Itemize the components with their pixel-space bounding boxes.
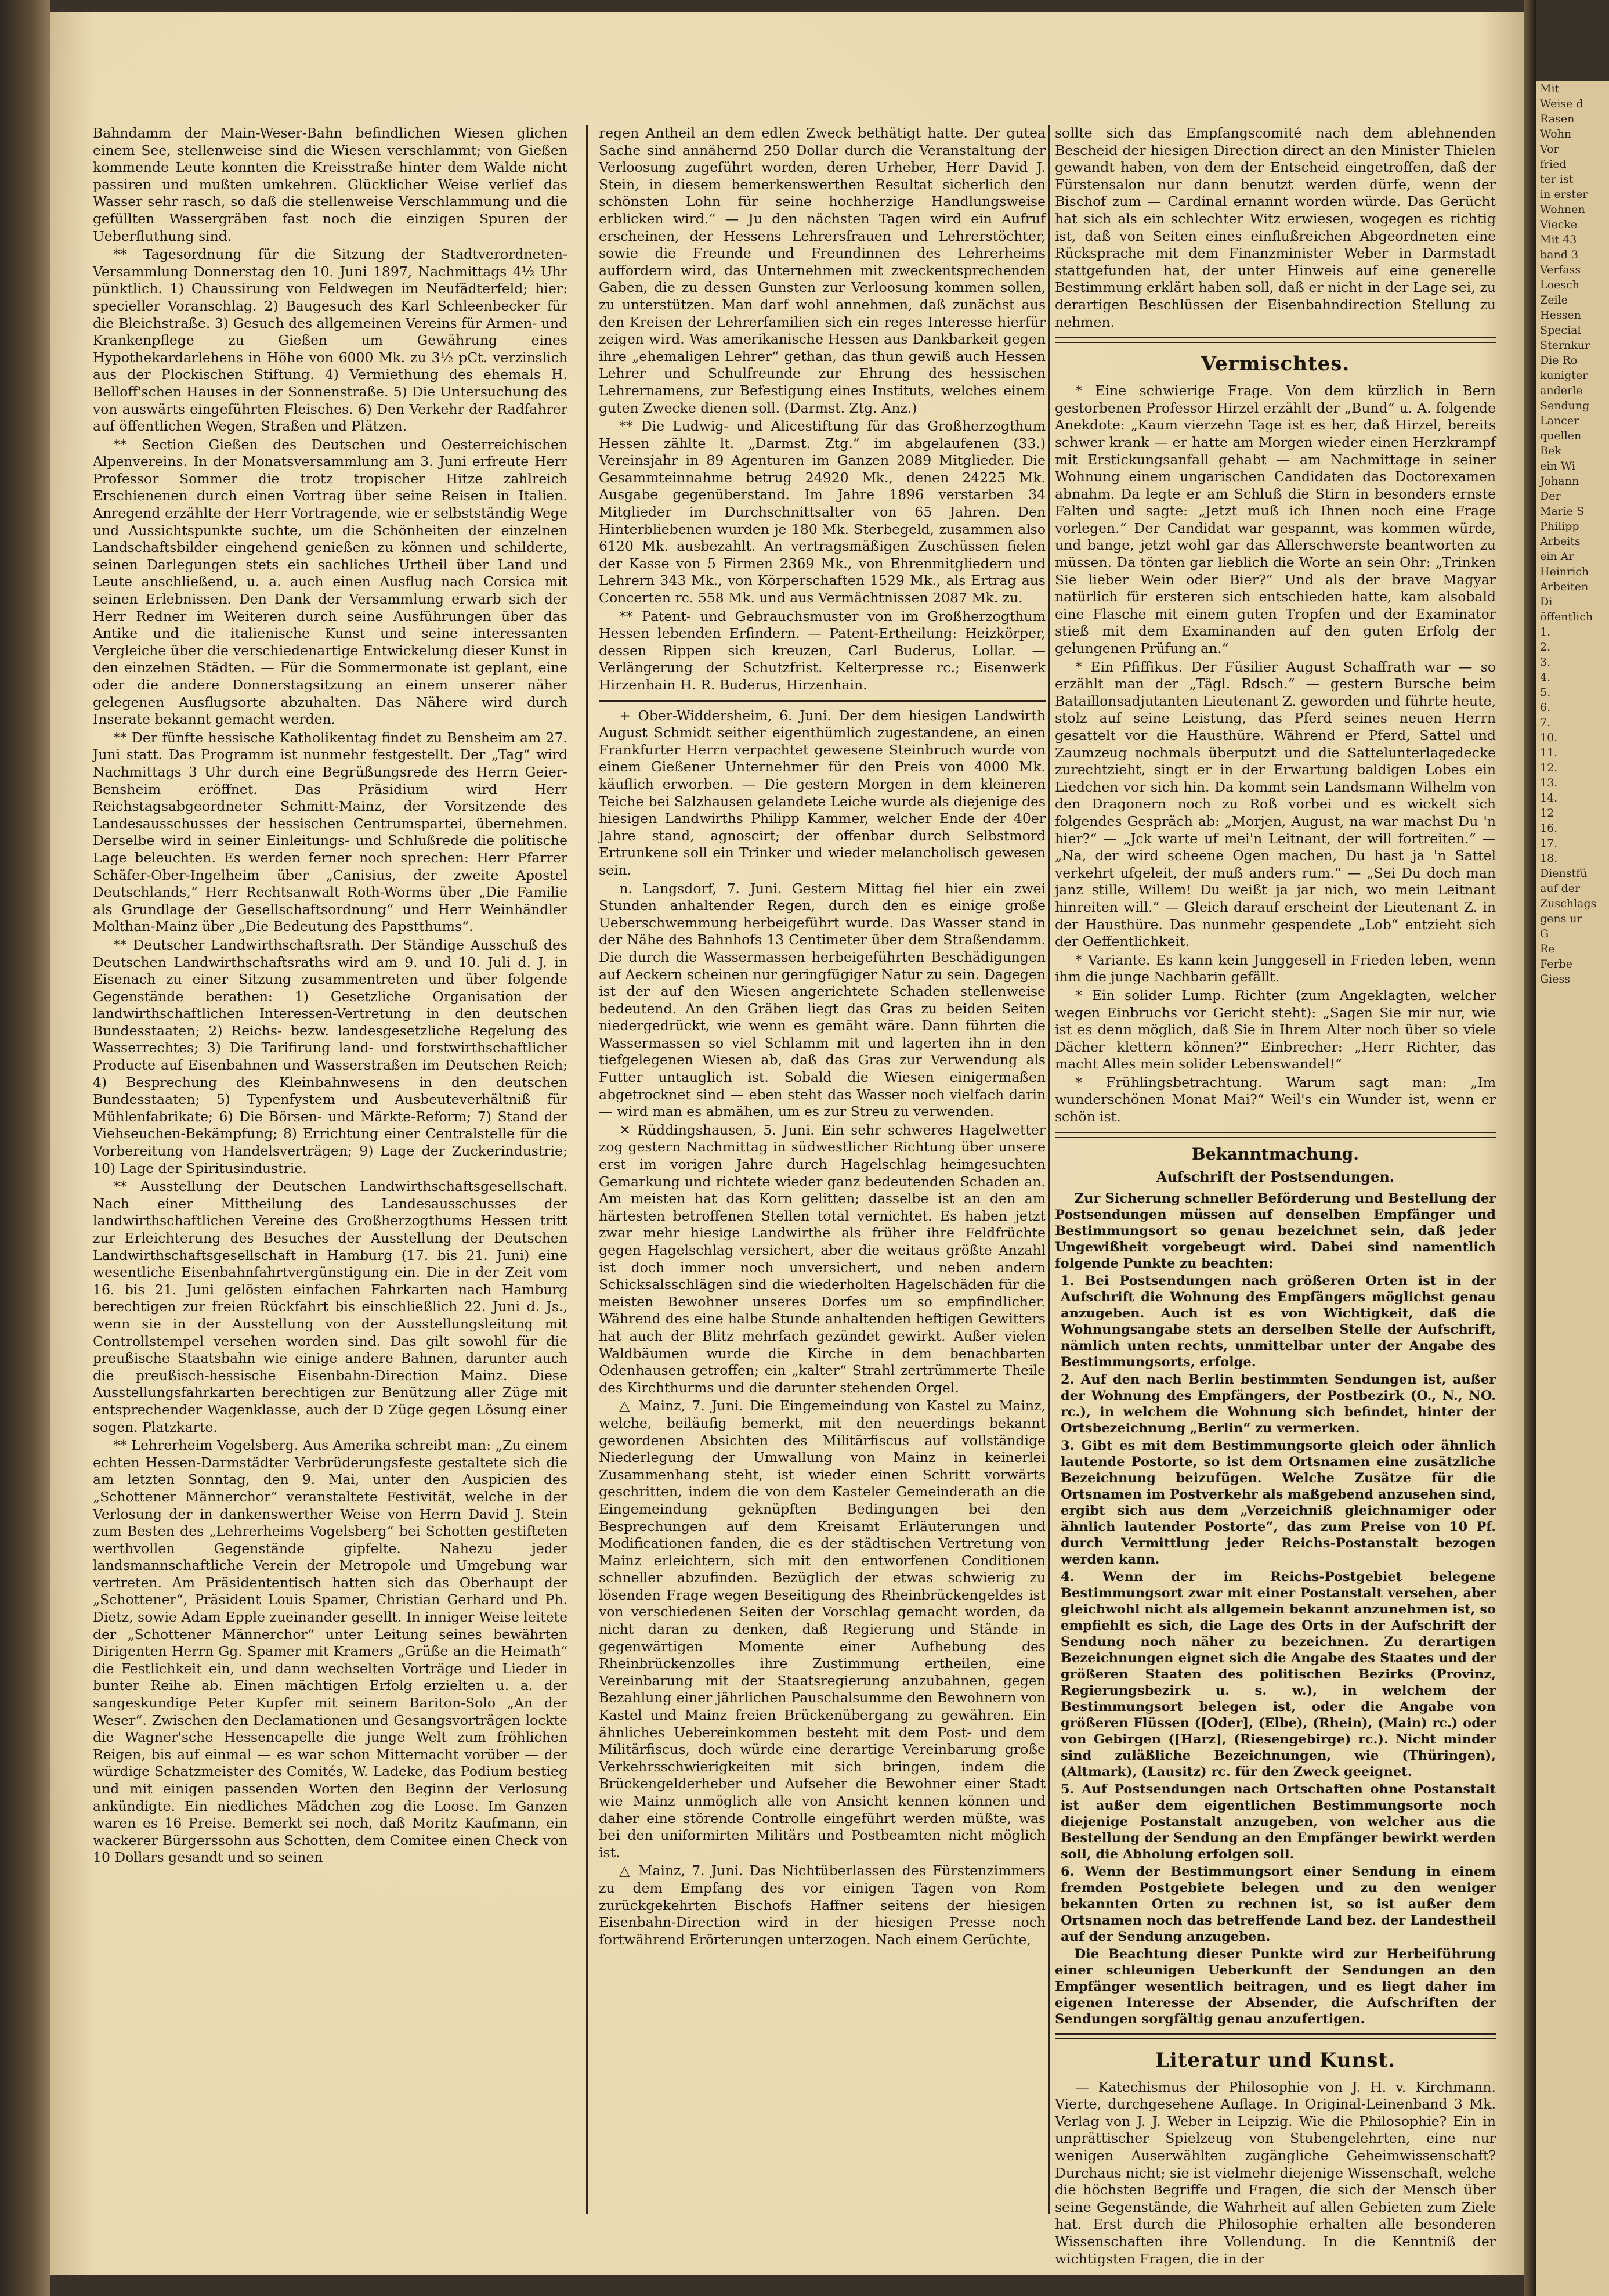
adjacent-page-line: Vor [1540,143,1559,156]
adjacent-page-line: Zuschlags [1540,897,1597,910]
adjacent-page-line: 11. [1540,746,1558,759]
article-lehrerheim-cont: regen Antheil an dem edlen Zweck bethätigt hatte. Der gutea Sache sind annähernd 250 Dollar durch die Veranstaltung der Verloosung zugeführt worden, deren Urheber, Herr David J. Stein, in diesem bemerkenswerthen Resultat sicherlich den schönsten Lohn für seine hochherzige Handlungsweise erblicken wird.“ — Ju den nächsten Tagen wird ein Aufruf erscheinen, der Hessens Lehrersfrauen und Lehrerstöchter, sowie die Freunde und Freundinnen des Lehrerheims auffordern wird, das Unternehmen mit zweckentsprechenden Gaben, die zu dessen Gunsten zur Verloosung kommen sollen, zu unterstützen. Man darf wohl annehmen, daß zunächst aus den Kreisen der Lehrerfamilien sich ein reges Interesse hierfür zeigen wird. Was amerikanische Hessen aus Dankbarkeit gegen ihre „ehemaligen Lehrer“ gethan, das thun gewiß auch Hessen Lehrer und Schulfreunde zur Ehrung des hessischen Lehrernamens, zur Befestigung eines Instituts, welches einem guten Zwecke dienen soll. (Darmst. Ztg. Anz.) [599,125,1046,416]
adjacent-page-line: Dienstfü [1540,867,1588,880]
notice-outro: Die Beachtung dieser Punkte wird zur Herbeiführung einer schleunigen Ueberkunft der Sendungen an den Empfänger wesentlich beitragen, und es liegt daher im eigenen Interesse der Absender, die Aufschriften der Sendungen sorgfältig genau anzufertigen. [1055,1946,1496,2027]
adjacent-page-text [1536,81,1609,987]
adjacent-page-line: kunigter [1540,369,1588,382]
adjacent-page-line: Philipp [1540,520,1579,533]
article-fruehlingsbetrachtung: * Frühlingsbetrachtung. Warum sagt man: „Im wunderschönen Monat Mai?“ Weil's ein Wunder ist, wenn er schön ist. [1055,1074,1496,1125]
adjacent-page-line: 4. [1540,671,1551,684]
notice-item: 5. Auf Postsendungen nach Ortschaften ohne Postanstalt ist außer dem eigentlichen Bestimmungsorte noch diejenige Postanstalt anzugeben, von welcher aus die Bestellung der Sendung an den Empfänger bewirkt werden soll, die Abholung erfolgen soll. [1061,1781,1496,1862]
adjacent-page-line: Arbeiten [1540,580,1589,593]
article-alpenverein: ** Section Gießen des Deutschen und Oesterreichischen Alpenvereins. In der Monatsversammlung am 3. Juni erfreute Herr Professor Sommer die trotz tropischer Hitze zahlreich Erschienenen durch einen Vortrag über seine Reisen in Italien. Anregend erzählte der Herr Vortragende, wie er selbstständig Wege und Aussichtspunkte suchte, um die Schönheiten der einzelnen Landschaftsbilder eingehend genießen zu können und schilderte, seinen Darlegungen stets ein sachliches Urtheil über Land und Leute anschließend, u. a. auch einen Ausflug nach Corsica mit seinen Erlebnissen. Den Dank der Versammlung erwarb sich der Herr Redner im Weiteren durch seine Ausführungen über das Antike und die italienische Kunst und seine interessanten Vergleiche über die verschiedenartige Entwickelung dieser Kunst in den einzelnen Städten. — Für die Sommermonate ist geplant, eine oder die andere Donnerstagsitzung an einem unserer näher gelegenen Ausflugsorte abzuhalten. Das Nähere wird durch Inserate bekannt gemacht werden. [93,436,567,728]
adjacent-page-line: Verfass [1540,263,1581,276]
adjacent-page-line: Mit [1540,82,1560,95]
adjacent-page-line: Der [1540,490,1561,503]
notice-item: 1. Bei Postsendungen nach größeren Orten ist in der Aufschrift die Wohnung des Empfängers möglichst genau anzugeben. Auch ist es von Wichtigkeit, daß die Wohnungsangabe stets an derselben Stelle der Aufschrift, nämlich unten rechts, unmittelbar unter der Angabe des Bestimmungsorts, erfolge. [1061,1273,1496,1370]
adjacent-page-line: 2. [1540,641,1551,654]
adjacent-page-line: 3. [1540,656,1551,669]
article-katechismus: — Katechismus der Philosophie von J. H. v. Kirchmann. Vierte, durchgesehene Auflage. In Original-Leinenband 3 Mk. Verlag von J. J. Weber in Leipzig. Wie die Philosophie? Ein in unprättischer Spielzeug von Stubengelehrten, eine nur wenigen Auserwählten zugängliche Geheimwissenschaft? Durchaus nicht; sie ist vielmehr diejenige Wissenschaft, welche die höchsten Begriffe und Fragen, die sich der Mensch über seine Gegenstände, die Wahrheit auf allen Gebieten zum Ziele hat. Erst durch die Philosophie erhalten alle besonderen Wissenschaften ihre Vollendung. In die Kenntniß der wichtigsten Fragen, die in der [1055,2078,1496,2267]
adjacent-page-line: Giess [1540,973,1570,985]
adjacent-page-line: 7. [1540,716,1551,729]
adjacent-page-line: Lancer [1540,414,1579,427]
adjacent-page-line: Loesch [1540,279,1579,291]
adjacent-page-line: Sendung [1540,399,1590,412]
article-lehrerheim: ** Lehrerheim Vogelsberg. Aus Amerika schreibt man: „Zu einem echten Hessen-Darmstädter Verbrüderungsfeste gestaltete sich die am letzten Sonntag, den 9. Mai, unter den Auspicien des „Schottener Männerchor“ veranstaltete Festivität, welche in der Verlosung der in dankenswerther Weise von Herrn David J. Stein zum Besten des „Lehrerheims Vogelsberg“ bei Schotten gestifteten werthvollen Gegenstände gipfelte. Nahezu jeder landsmannschaftliche Verein der Metropole und Umgebung war vertreten. Am Präsidententisch hatten sich das Oberhaupt der „Schottener“, Präsident Louis Spamer, Christian Gerhard und Ph. Dietz, sowie Adam Epple zueinander gesellt. In inniger Weise leitete der „Schottener Männerchor“ unter Leitung seines bewährten Dirigenten Herrn Gg. Spamer mit Kramers „Grüße an die Heimath“ die Festlichkeit ein, und dann wechselten Vorträge und Lieder in bunter Reihe ab. Einen mächtigen Erfolg erzielten u. a. der sangeskundige Peter Kupfer mit seinem Bariton-Solo „An der Weser“. Zwischen den Declamationen und Gesangsvorträgen lockte die Wagner'sche Hessencapelle die junge Welt zum fröhlichen Reigen, bis auf einmal — es war schon Mitternacht vorüber — der würdige Schatzmeister des Comités, W. Ladeke, das Podium bestieg und mit einigen passenden Worten den Beginn der Verlosung ankündigte. Ein niedliches Mädchen zog die Loose. Im Ganzen waren es 16 Preise. Bemerkt sei noch, daß Moritz Kaufmann, ein wackerer Bürgerssohn aus Schotten, dem Comitee einen Check von 10 Dollars gesandt und so seinen [93,1437,567,1866]
article-landwirthschaftsrath: ** Deutscher Landwirthschaftsrath. Der Ständige Ausschuß des Deutschen Landwirthschaftsraths wird am 9. und 10. Juli d. J. in Eisenach zu einer Sitzung zusammentreten und über folgende Gegenstände berathen: 1) Gesetzliche Organisation der landwirthschaftlichen Interessen-Vertretung in den deutschen Bundesstaaten; 2) Reichs- bezw. landesgesetzliche Regelung des Wasserrechtes; 3) Die Tarifirung land- und forstwirthschaftlicher Producte auf Eisenbahnen und Wasserstraßen im Deutschen Reich; 4) Besprechung des Kleinbahnwesens in den deutschen Bundesstaaten; 5) Typenfystem und Ausbeuteverhältniß für Mühlenfabrikate; 6) Die Börsen- und Märkte-Reform; 7) Stand der Viehseuchen-Bekämpfung; 8) Errichtung einer Centralstelle für die Vorbereitung von Handelsverträgen; 9) Lage der Zuckerindustrie; 10) Lage der Spiritusindustrie. [93,936,567,1176]
adjacent-page-line: Re [1540,943,1555,955]
article-langsdorf: n. Langsdorf, 7. Juni. Gestern Mittag fiel hier ein zwei Stunden anhaltender Regen, durch den es einige große Ueberschwemmung herbeigeführt wurde. Das Wasser stand in der Nähe des Bahnhofs 13 Centimeter über dem Straßendamm. Die durch die Wassermassen herbeigeführten Beschädigungen auf Aeckern scheinen nur geringfügiger Natur zu sein. Dagegen ist der auf den Wiesen angerichtete Schaden stellenweise bedeutend. An den Gräben liegt das Gras zu beiden Seiten niedergedrückt, wie wenn es gemäht wäre. Dann führten die Wassermassen so viel Schlamm mit und lagerten ihn in den tiefgelegenen Wiesen ab, daß das Gras zur Verwendung als Futter untauglich ist. Sobald die Wiesen einigermaßen abgetrocknet sind — eben steht das Wasser noch vielfach darin — wird man es abmähen, um es zur Streu zu verwenden. [599,880,1046,1120]
adjacent-page-line: Mit 43 [1540,233,1577,246]
article-pfiffikus: * Ein Pfiffikus. Der Füsilier August Schaffrath war — so erzählt man der „Tägl. Rdsch.“ — gestern Bursche beim Bataillonsadjutanten Lieutenant Z. geworden und führte heute, stolz auf seine Leistung, das Pferd seines neuen Herrn gesattelt vor die Hausthüre. Während er Pferd, Sattel und Zaumzeug nochmals überputzt und die Sattelunterlagedecke zurechtzieht, singt er in der Erwartung baldigen Lobes ein Liedchen vor sich hin. Da kommt sein Landsmann Wilhelm von den Dragonern noch zu Roß vorbei und es wickelt sich folgendes Gespräch ab: „Morjen, August, na war machst Du 'n hier?“ — „Jck warte uf mei'n Leitnant, der will fortreiten.“ — „Na, der wird scheene Ogen machen, Du hast ja 'n Sattel verkehrt ufgeleit, der muß anders rum.“ — „Sei Du doch man janz stille, Willem! Du weißt ja jar nich, wo mein Leitnant hinreiten will.“ — Gleich darauf erscheint der Lieutenant Z. in der Hausthüre. Das nunmehr gespendete „Lob“ entzieht sich der Oeffentlichkeit. [1055,658,1496,950]
section-title-literatur: Literatur und Kunst. [1155,2048,1396,2072]
adjacent-page-line: 10. [1540,731,1558,744]
article-tagesordnung: ** Tagesordnung für die Sitzung der Stadtverordneten-Versammlung Donnerstag den 10. Juni 1897, Nachmittags 4½ Uhr pünktlich. 1) Chaussirung von Feldwegen im Neufädterfeld; hier: specieller Voranschlag. 2) Baugesuch des Karl Schleenbecker für die Bleichstraße. 3) Gesuch des allgemeinen Vereins für Armen- und Krankenpflege zu Gießen um Gewährung eines Hypothekardarlehens in Höhe von 6000 Mk. zu 3½ pCt. verzinslich aus der Plockischen Stiftung. 4) Vermiethung des ehemals H. Belloff'schen Hauses in der Sonnenstraße. 5) Die Untersuchung des von auswärts eingeführten Fleisches. 6) Den Verkehr der Radfahrer auf öffentlichen Wegen, Straßen und Plätzen. [93,246,567,435]
adjacent-page-line: 12. [1540,761,1558,774]
adjacent-page-line: Ferbe [1540,958,1572,970]
article-ausstellung: ** Ausstellung der Deutschen Landwirthschaftsgesellschaft. Nach einer Mittheilung des Landesausschusses der landwirthschaftlichen Vereine des Großherzogthums Hessen tritt zur Erleichterung des Besuches der Ausstellung der Deutschen Landwirthschaftsgesellschaft in Hamburg (17. bis 21. Juni) eine wesentliche Eisenbahnfahrtvergünstigung ein. Die in der Zeit vom 16. bis 21. Juni gelösten einfachen Fahrkarten nach Hamburg berechtigen zur freien Rückfahrt bis einschließlich 22. Juni d. Js., wenn sie in der Ausstellung von der Ausstellungsleitung mit Controllstempel versehen worden sind. Das gilt sowohl für die preußische Staatsbahn wie einige andere Bahnen, darunter auch die preußisch-hessische Eisenbahn-Direction Mainz. Diese Ausstellungsfahrkarten berechtigen zur Benützung aller Züge mit entsprechender Wagenklasse, auch der D Züge gegen Lösung einer sogen. Platzkarte. [93,1178,567,1435]
adjacent-page-line: ein Ar [1540,550,1574,563]
adjacent-page-line: Weise d [1540,98,1583,110]
article-alicestiftung: ** Die Ludwig- und Alicestiftung für das Großherzogthum Hessen zählte lt. „Darmst. Ztg.“ im abgelaufenen (33.) Vereinsjahr in 89 Agenturen im Ganzen 2089 Mitglieder. Die Gesammteinnahme betrug 24920 Mk., denen 24225 Mk. Ausgabe gegenüberstand. Im Jahre 1896 verstarben 34 Mitglieder im Durchschnittsalter von 65 Jahren. Den Hinterbliebenen wurden je 180 Mk. Sterbegeld, zusammen also 6120 Mk. ausbezahlt. An vertragsmäßigen Zuschüssen fielen der Kasse von 5 Firmen 2369 Mk., von Ehrenmitgliedern und Lehrern 343 Mk., von Körperschaften 1529 Mk., als Ertrag aus Concerten rc. 558 Mk. und aus Vermächtnissen 2087 Mk. zu. [599,418,1046,607]
column-3 [1055,125,1496,2267]
adjacent-page-line: 17. [1540,837,1558,850]
adjacent-page-line: Rasen [1540,113,1575,125]
adjacent-page-line: band 3 [1540,248,1579,261]
adjacent-page-line: Wohnen [1540,203,1585,216]
article-mainz-2: △ Mainz, 7. Juni. Das Nichtüberlassen des Fürstenzimmers zu dem Empfang des vor einigen Tagen von Rom zurückgekehrten Bischofs Haffner seitens der hiesigen Eisenbahn-Direction wird in der hiesigen Presse noch fortwährend Erörterungen unterzogen. Nach einem Gerüchte, [599,1862,1046,1948]
divider [1055,2033,1496,2039]
adjacent-page-line: öffentlich [1540,611,1593,623]
column-2 [599,125,1046,2249]
adjacent-page-line: 18. [1540,852,1558,865]
adjacent-page-line: in erster [1540,188,1588,201]
adjacent-page-line: 14. [1540,792,1558,804]
adjacent-page-line: Marie S [1540,505,1585,518]
article-rueddingshausen: ✕ Rüddingshausen, 5. Juni. Ein sehr schweres Hagelwetter zog gestern Nachmittag in südwestlicher Richtung über unsere erst im vorigen Jahre durch Hagelschlag heimgesuchten Gemarkung und richtete wieder ganz bedeutenden Schaden an. Am meisten hat das Korn gelitten; dasselbe ist an den am härtesten betroffenen Stellen total vernichtet. Es haben jetzt zwar mehr hiesige Landwirthe als früher ihre Feldfrüchte gegen Hagelschlag versichert, aber die weitaus größte Anzahl ist doch immer noch unversichert, und neben andern Schicksalsschlägen sind die wiederholten Hagelschäden für die meisten Bewohner unseres Dorfes um so empfindlicher. Während des eine halbe Stunde anhaltenden heftigen Gewitters hat auch der Blitz mehrfach gezündet gewirkt. Außer vielen Waldbäumen wurde die Kirche in dem benachbarten Odenhausen getroffen; ein „kalter“ Strahl zertrümmerte Theile des Kirchthurms und die darunter stehenden Orgel. [599,1121,1046,1396]
scan-edge-left [0,0,50,2296]
section-title-bekanntmachung: Bekanntmachung. [1192,1144,1359,1164]
notice-intro: Zur Sicherung schneller Beförderung und Bestellung der Postsendungen müssen auf denselben Empfänger und Bestimmungsort so genau bezeichnet sein, daß jeder Ungewißheit vorgebeugt wird. Dabei sind namentlich folgende Punkte zu beachten: [1055,1190,1496,1271]
adjacent-page-line: Die Ro [1540,354,1578,367]
adjacent-page-line: 5. [1540,686,1551,699]
column-rule-2 [1048,125,1050,2214]
notice-item: 2. Auf den nach Berlin bestimmten Sendungen ist, außer der Wohnung des Empfängers, der Postbezirk (O., N., NO. rc.), in welchem die Wohnung sich befindet, hinter der Ortsbezeichnung „Berlin“ zu vermerken. [1061,1371,1496,1436]
adjacent-page-line: 13. [1540,777,1558,789]
adjacent-page-line: ein Wi [1540,460,1575,472]
article-variante: * Variante. Es kann kein Junggesell in Frieden leben, wenn ihm die junge Nachbarin gefällt. [1055,951,1496,985]
adjacent-page-line: anderle [1540,384,1583,397]
adjacent-page-line: Di [1540,595,1553,608]
divider [599,700,1046,702]
adjacent-page-line: Wohn [1540,128,1572,140]
adjacent-page-line: Zeile [1540,294,1568,306]
adjacent-page-line: Viecke [1540,218,1578,231]
adjacent-page-line: Heinrich [1540,565,1589,578]
article-solider-lump: * Ein solider Lump. Richter (zum Angeklagten, welcher wegen Einbruchs vor Gericht steht): „Sagen Sie mir nur, wie ist es denn möglich, daß Sie in Ihrem Alter noch über so viele Dächer klettern können?“ Einbrecher: „Herr Richter, das macht Alles mein solider Lebenswandel!“ [1055,987,1496,1073]
divider [1055,337,1496,343]
notice-list [1055,1273,1496,1945]
adjacent-page-line: 12 [1540,807,1554,820]
article-bahndamm: Bahndamm der Main-Weser-Bahn befindlichen Wiesen glichen einem See, stellenweise sind die Wiesen verschlammt; von Gießen kommende Leute konnten die Kreisstraße hinter dem Walde nicht passiren und mußten umkehren. Glücklicher Weise verlief das Wasser sehr rasch, so daß die stellenweise Verschlammung und die gefüllten Wassergräben fast noch die einzigen Spuren der Ueberfluthung sind. [93,125,567,244]
adjacent-page-line: Arbeits [1540,535,1581,548]
notice-item: 3. Gibt es mit dem Bestimmungsorte gleich oder ähnlich lautende Postorte, so ist dem Ortsnamen eine zusätzliche Bezeichnung beizufügen. Welche Zusätze für die Ortsnamen im Postverkehr als maßgebend anzusehen sind, ergibt sich aus dem „Verzeichniß gleichnamiger oder ähnlich lautender Postorte“, das zum Preise von 10 Pf. durch Vermittlung jeder Reichs-Postanstalt bezogen werden kann. [1061,1438,1496,1567]
adjacent-page-line: quellen [1540,429,1582,442]
adjacent-page-line: Bek [1540,445,1561,457]
article-mainz-1: △ Mainz, 7. Juni. Die Eingemeindung von Kastel zu Mainz, welche, beiläufig bemerkt, mit den neuerdings bekannt gewordenen Absichten des Militärfiscus auf vollständige Niederlegung der Umwallung von Mainz in keinerlei Zusammenhang steht, ist wieder einen Schritt vorwärts geschritten, indem die von dem Kasteler Gemeinderath an die Eingemeindung geknüpften Bedingungen bei den Besprechungen auf dem Kreisamt Erläuterungen und Modificationen fanden, die es der städtischen Vertretung von Mainz erleichtern, sich mit den entworfenen Conditionen schneller abzufinden. Bezüglich der etwas schwierig zu lösenden Frage wegen Beseitigung des Rheinbrückengeldes ist von verschiedenen Seiten der Vorschlag gemacht worden, da nicht daran zu denken, daß Regierung und Stände in gegenwärtigen Momente einer Aufhebung des Rheinbrückenzolles ihre Zustimmung ertheilen, eine Vereinbarung mit der Staatsregierung anzubahnen, gegen Bezahlung einer jährlichen Pauschalsumme den Bewohnern von Kastel und Mainz freien Brückenübergang zu gewähren. Ein ähnliches Uebereinkommen besteht mit dem Post- und dem Militärfiscus, doch würde eine derartige Vereinbarung große Verkehrsschwierigkeiten mit sich bringen, indem die Brückengelderheber und Aufseher die Bewohner einer Stadt wie Mainz unmöglich alle von Ansicht kennen können und daher eine störende Controlle eingeführt werden müßte, was bei den uniformirten Militärs und Postbeamten nicht möglich ist. [599,1398,1046,1861]
article-katholikentag: ** Der fünfte hessische Katholikentag findet zu Bensheim am 27. Juni statt. Das Programm ist nunmehr festgestellt. Der „Tag“ wird Nachmittags 3 Uhr durch eine Begrüßungsrede des Herrn Geier-Bensheim eröffnet. Das Präsidium wird Herr Reichstagsabgeordneter Schmitt-Mainz, der Vorsitzende des Landesausschusses der hessischen Centrumspartei, übernehmen. Derselbe wird in seiner Einleitungs- und Schlußrede die politische Lage beleuchten. Es werden ferner noch sprechen: Herr Pfarrer Schäfer-Ober-Ingelheim über „Canisius, der zweite Apostel Deutschlands,“ Herr Rechtsanwalt Roth-Worms über „Die Familie als Grundlage der Gesellschaftsordnung“ und Herr Weinhändler Molthan-Mainz über „Die Bedeutung des Papstthums“. [93,729,567,935]
adjacent-page-line: Sternkur [1540,339,1590,352]
divider [1055,1132,1496,1138]
article-schwierige-frage: * Eine schwierige Frage. Von dem kürzlich in Bern gestorbenen Professor Hirzel erzählt der „Bund“ u. A. folgende Anekdote: „Kaum vierzehn Tage ist es her, daß Hirzel, bereits schwer krank — er hatte am Morgen wieder einen Herzkrampf mit Erstickungsanfall gehabt — am Nachmittage in seiner Wohnung einem ungarischen Candidaten das Doctorexamen abnahm. Da legte er am Schluß die Stirn in besonders ernste Falten und sagte: „Jetzt muß ich Ihnen noch eine Frage vorlegen.“ Der Candidat war gespannt, was kommen würde, und bange, jetzt wohl gar das Allerschwerste beantworten zu müssen. Da tönten gar lieblich die Worte an sein Ohr: „Trinken Sie lieber Wein oder Bier?“ Und als der brave Magyar natürlich für ersteren sich entschieden hatte, kam alsobald eine Flasche mit einem guten Tropfen und der Examinator stieß mit dem Examinanden auf den guten Erfolg der gelungenen Prüfung an.“ [1055,382,1496,657]
notice-item: 6. Wenn der Bestimmungsort einer Sendung in einem fremden Postgebiete belegen und zu den weniger bekannten Orten zu rechnen ist, so ist außer dem Ortsnamen noch das betreffende Land bez. der Landestheil auf der Sendung anzugeben. [1061,1864,1496,1944]
adjacent-page-line: G [1540,927,1549,940]
adjacent-page-line: Johann [1540,475,1579,488]
adjacent-page-line: Hessen [1540,309,1581,322]
notice-item: 4. Wenn der im Reichs-Postgebiet belegene Bestimmungsort zwar mit einer Postanstalt versehen, aber gleichwohl nicht als allgemein bekannt anzunehmen ist, so empfiehlt es sich, die Lage des Orts in der Aufschrift der Sendung noch näher zu bezeichnen. Zu derartigen Bezeichnungen eignet sich die Angabe des Staates und der größeren Staaten des politischen Bezirks (Provinz, Regierungsbezirk u. s. w.), in welchem der Bestimmungsort belegen ist, oder die Angabe von größeren Flüssen ([Oder], (Elbe), (Rhein), (Main) rc.) oder von Gebirgen ([Harz], (Riesengebirge) rc.). Nicht minder sind zuläßliche Bezeichnungen, wie (Thüringen), (Altmark), (Lausitz) rc. für den Zweck geeignet. [1061,1569,1496,1779]
notice-subtitle: Aufschrift der Postsendungen. [1156,1168,1395,1185]
adjacent-page-line: 6. [1540,701,1551,714]
column-1 [93,125,567,2249]
adjacent-page-edge [1536,81,1609,2296]
adjacent-page-line: gens ur [1540,912,1582,925]
adjacent-page-line: 1. [1540,626,1551,638]
article-ober-widdersheim: + Ober-Widdersheim, 6. Juni. Der dem hiesigen Landwirth August Schmidt seither eigenthümlich zugestandene, an einen Frankfurter Herrn verpachtet gewesene Steinbruch wurde von einem Gießener Unternehmer für den Preis von 4000 Mk. käuflich erworben. — Die gestern Morgen in dem kleineren Teiche bei Salzhausen gelandete Leiche wurde als diejenige des hiesigen Landwirths Philipp Kammer, welcher Ende der 40er Jahre stand, agnoscirt; der offenbar durch Selbstmord Ertrunkene soll ein Trinker und wieder melancholisch gewesen sein. [599,707,1046,878]
article-patente: ** Patent- und Gebrauchsmuster von im Großherzogthum Hessen lebenden Erfindern. — Patent-Ertheilung: Heizkörper, dessen Rippen sich kreuzen, Carl Buderus, Lollar. — Verlängerung der Schutzfrist. Kelterpresse rc.; Eisenwerk Hirzenhain H. R. Buderus, Hirzenhain. [599,608,1046,693]
adjacent-page-line: 16. [1540,822,1558,835]
adjacent-page-line: Special [1540,324,1581,337]
section-title-vermischtes: Vermischtes. [1201,352,1350,376]
article-mainz-cont: sollte sich das Empfangscomité nach dem ablehnenden Bescheid der hiesigen Direction direct an den Minister Thielen gewandt haben, von dem der Entscheid eingetroffen, daß der Fürstensalon nur dann benutzt werden dürfe, wenn der Bischof zum — Cardinal ernannt worden würde. Das Gerücht hat sich als ein schlechter Witz erwiesen, wogegen es richtig ist, daß von Seiten eines einflußreichen Abgeordneten eine Rücksprache mit dem Finanzminister Weber in Darmstadt stattgefunden hat, der unter Hinweis auf eine generelle Bestimmung erklärt haben soll, daß er nicht in der Lage sei, zu derartigen Beschlüssen der Eisenbahndirection Stellung zu nehmen. [1055,125,1496,330]
column-rule-1 [586,125,588,2214]
adjacent-page-line: auf der [1540,882,1581,895]
adjacent-page-line: ter ist [1540,173,1574,186]
adjacent-page-line: fried [1540,158,1567,171]
page-gutter [1524,0,1536,2296]
